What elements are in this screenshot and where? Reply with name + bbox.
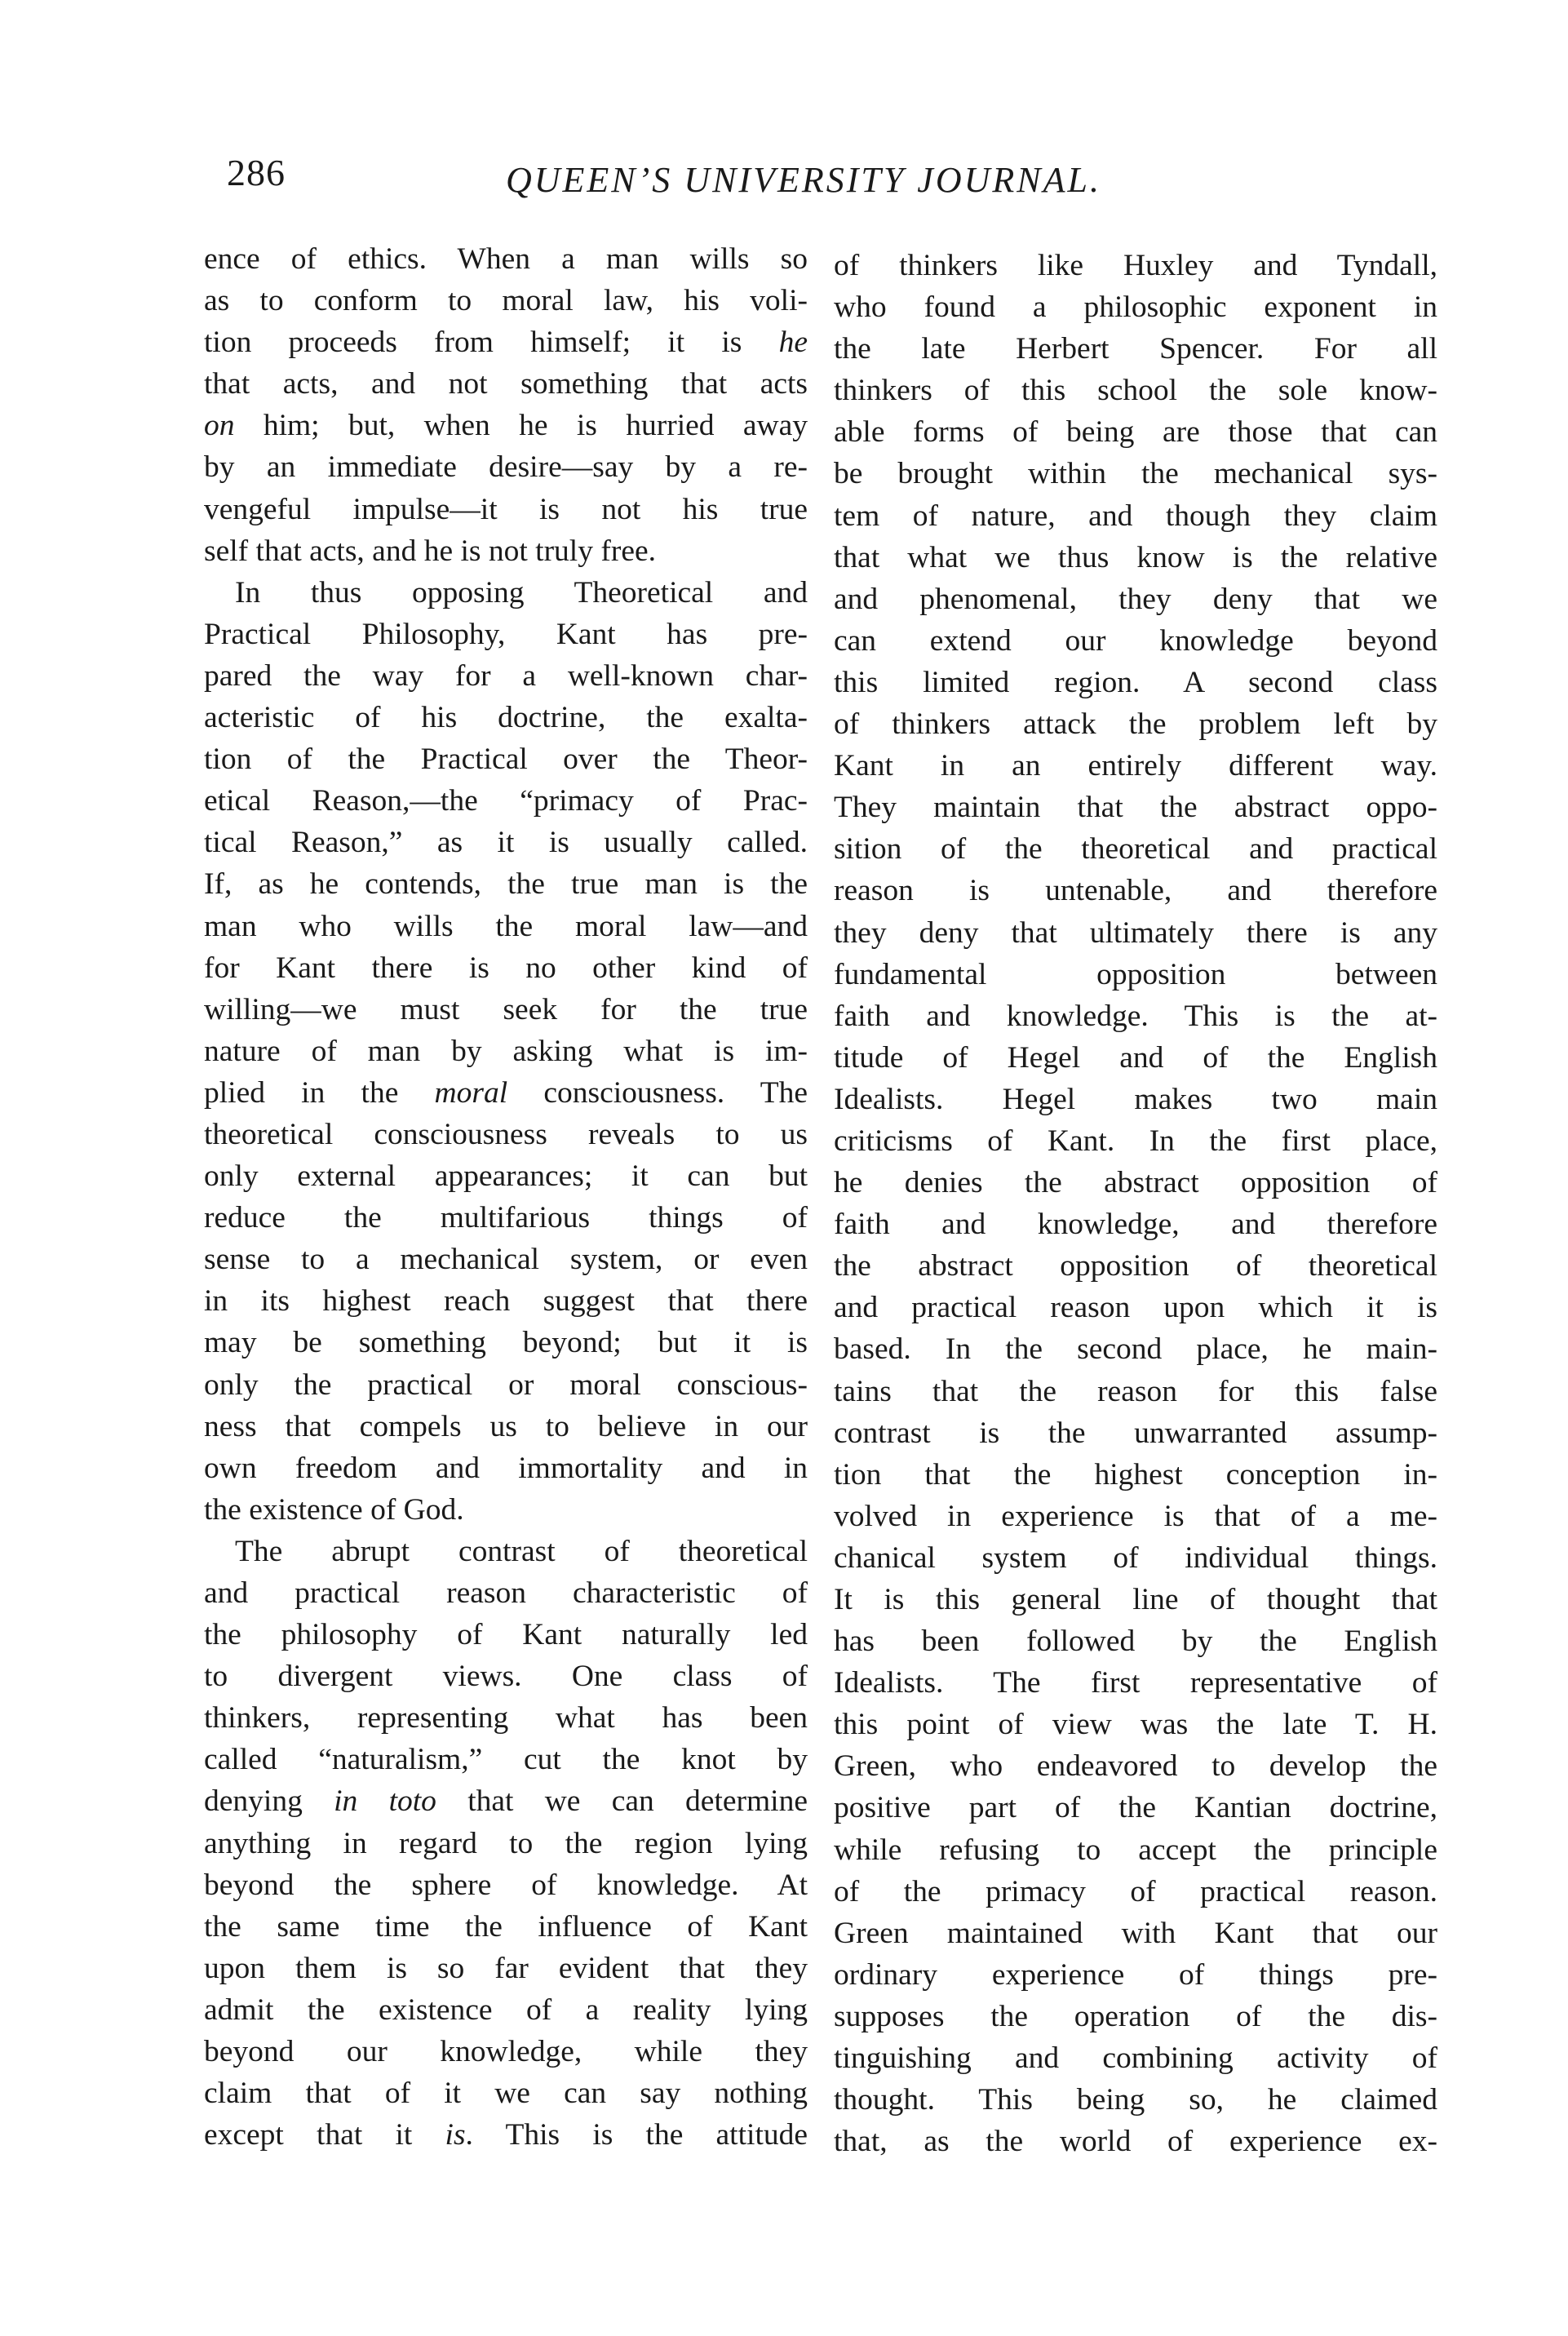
left-column-line: for Kant there is no other kind of xyxy=(204,951,808,985)
right-column xyxy=(834,245,1437,2162)
left-column-line: by an immediate desire—say by a re- xyxy=(204,450,808,485)
left-column-line: in its highest reach suggest that there xyxy=(204,1284,808,1319)
right-column-line: based. In the second place, he main- xyxy=(834,1332,1437,1367)
page-number: 286 xyxy=(227,152,286,193)
right-column-line: they deny that ultimately there is any xyxy=(834,915,1437,950)
left-column-line: beyond our knowledge, while they xyxy=(204,2035,808,2069)
right-column-line: It is this general line of thought that xyxy=(834,1583,1437,1616)
left-column-line: denying in toto that we can determine xyxy=(204,1784,808,1819)
right-column-line: that what we thus know is the relative xyxy=(834,540,1437,574)
left-column-line: willing—we must seek for the true xyxy=(204,992,808,1026)
left-column-line: the same time the influence of Kant xyxy=(204,1909,808,1944)
left-column-line: etical Reason,—the “primacy of Prac- xyxy=(204,784,808,818)
right-column-line: tion that the highest conception in- xyxy=(834,1457,1437,1492)
right-column-line: and practical reason upon which it is xyxy=(834,1291,1437,1325)
right-column-line: be brought within the mechanical sys- xyxy=(834,457,1437,491)
right-column-line: tem of nature, and though they claim xyxy=(834,499,1437,533)
right-column-line: positive part of the Kantian doctrine, xyxy=(834,1791,1437,1825)
left-column-line: acteristic of his doctrine, the exalta- xyxy=(204,701,808,735)
left-column-line: claim that of it we can say nothing xyxy=(204,2077,808,2111)
left-column-line: tion of the Practical over the Theor- xyxy=(204,742,808,777)
right-column-line: reason is untenable, and therefore xyxy=(834,874,1437,908)
left-column-line: to divergent views. One class of xyxy=(204,1660,808,1694)
right-column-line: of thinkers like Huxley and Tyndall, xyxy=(834,249,1437,282)
right-column-line: the late Herbert Spencer. For all xyxy=(834,332,1437,366)
left-column-line: the existence of God. xyxy=(204,1492,464,1527)
right-column-line: tains that the reason for this false xyxy=(834,1374,1437,1408)
right-column-line: this limited region. A second class xyxy=(834,665,1437,699)
running-head: QUEEN’S UNIVERSITY JOURNAL. xyxy=(506,160,1101,200)
left-column-line: anything in regard to the region lying xyxy=(204,1826,808,1860)
right-column-line: and phenomenal, they deny that we xyxy=(834,582,1437,616)
left-column-line: may be something beyond; but it is xyxy=(204,1326,808,1360)
left-column-line: The abrupt contrast of theoretical xyxy=(235,1534,808,1568)
right-column-line: supposes the operation of the dis- xyxy=(834,1999,1437,2033)
right-column-line: the abstract opposition of theoretical xyxy=(834,1249,1437,1283)
left-column-line: nature of man by asking what is im- xyxy=(204,1034,808,1068)
right-column-line: tinguishing and combining activity of xyxy=(834,2041,1437,2076)
left-column-line: tical Reason,” as it is usually called. xyxy=(204,826,808,860)
right-column-line: chanical system of individual things. xyxy=(834,1540,1437,1575)
left-column-line: own freedom and immortality and in xyxy=(204,1451,808,1485)
left-column-line: theoretical consciousness reveals to us xyxy=(204,1117,808,1151)
right-column-line: faith and knowledge, and therefore xyxy=(834,1208,1437,1242)
left-column-line: that acts, and not something that acts xyxy=(204,367,808,401)
right-column-line: volved in experience is that of a me- xyxy=(834,1499,1437,1533)
left-column-line: ness that compels us to believe in our xyxy=(204,1409,808,1443)
left-column-line: and practical reason characteristic of xyxy=(204,1576,808,1610)
left-column-line: pared the way for a well-known char- xyxy=(204,658,808,693)
right-column-line: Idealists. The first representative of xyxy=(834,1666,1437,1700)
right-column-line: faith and knowledge. This is the at- xyxy=(834,999,1437,1033)
left-column-line: man who wills the moral law—and xyxy=(204,909,808,943)
right-column-line: ordinary experience of things pre- xyxy=(834,1957,1437,1992)
right-column-line: Idealists. Hegel makes two main xyxy=(834,1082,1437,1116)
right-column-line: They maintain that the abstract oppo- xyxy=(834,791,1437,825)
left-column-line: sense to a mechanical system, or even xyxy=(204,1243,808,1277)
right-column-line: of the primacy of practical reason. xyxy=(834,1874,1437,1908)
right-column-line: criticisms of Kant. In the first place, xyxy=(834,1124,1437,1158)
left-column-line: called “naturalism,” cut the knot by xyxy=(204,1743,808,1777)
left-column-line: In thus opposing Theoretical and xyxy=(235,575,808,609)
left-column-line: ence of ethics. When a man wills so xyxy=(204,242,808,276)
right-column-line: can extend our knowledge beyond xyxy=(834,623,1437,658)
right-column-line: sition of the theoretical and practical xyxy=(834,832,1437,867)
right-column-line: fundamental opposition between xyxy=(834,957,1437,991)
left-column-line: reduce the multifarious things of xyxy=(204,1201,808,1235)
left-column-line: on him; but, when he is hurried away xyxy=(204,409,808,443)
right-column-line: who found a philosophic exponent in xyxy=(834,290,1437,325)
left-column-line: thinkers, representing what has been xyxy=(204,1701,808,1735)
right-column-line: thinkers of this school the sole know- xyxy=(834,374,1437,408)
left-column-line: If, as he contends, the true man is the xyxy=(204,867,808,902)
left-column-line: plied in the moral consciousness. The xyxy=(204,1075,808,1110)
right-column-line: while refusing to accept the principle xyxy=(834,1833,1437,1867)
left-column-line: tion proceeds from himself; it is he xyxy=(204,326,808,360)
left-column-line: as to conform to moral law, his voli- xyxy=(204,284,808,318)
left-column-line: upon them is so far evident that they xyxy=(204,1951,808,1985)
right-column-line: this point of view was the late T. H. xyxy=(834,1708,1437,1742)
right-column-line: thought. This being so, he claimed xyxy=(834,2083,1437,2117)
left-column xyxy=(204,238,808,2156)
right-column-line: that, as the world of experience ex- xyxy=(834,2125,1437,2159)
right-column-line: contrast is the unwarranted assump- xyxy=(834,1416,1437,1450)
left-column-line: beyond the sphere of knowledge. At xyxy=(204,1868,808,1902)
left-column-line: only the practical or moral conscious- xyxy=(204,1367,808,1402)
right-column-line: Green, who endeavored to develop the xyxy=(834,1749,1437,1784)
right-column-line: titude of Hegel and of the English xyxy=(834,1040,1437,1075)
left-column-line: the philosophy of Kant naturally led xyxy=(204,1618,808,1652)
right-column-line: he denies the abstract opposition of xyxy=(834,1166,1437,1200)
left-column-line: only external appearances; it can but xyxy=(204,1159,808,1194)
left-column-line: self that acts, and he is not truly free. xyxy=(204,534,656,568)
right-column-line: Kant in an entirely different way. xyxy=(834,749,1437,783)
right-column-line: of thinkers attack the problem left by xyxy=(834,707,1437,742)
right-column-line: Green maintained with Kant that our xyxy=(834,1916,1437,1950)
right-column-line: able forms of being are those that can xyxy=(834,415,1437,450)
left-column-line: Practical Philosophy, Kant has pre- xyxy=(204,617,808,651)
left-column-line: admit the existence of a reality lying xyxy=(204,1992,808,2027)
right-column-line: has been followed by the English xyxy=(834,1625,1437,1659)
left-column-line: vengeful impulse—it is not his true xyxy=(204,492,808,526)
left-column-line: except that it is. This is the attitude xyxy=(204,2118,808,2152)
